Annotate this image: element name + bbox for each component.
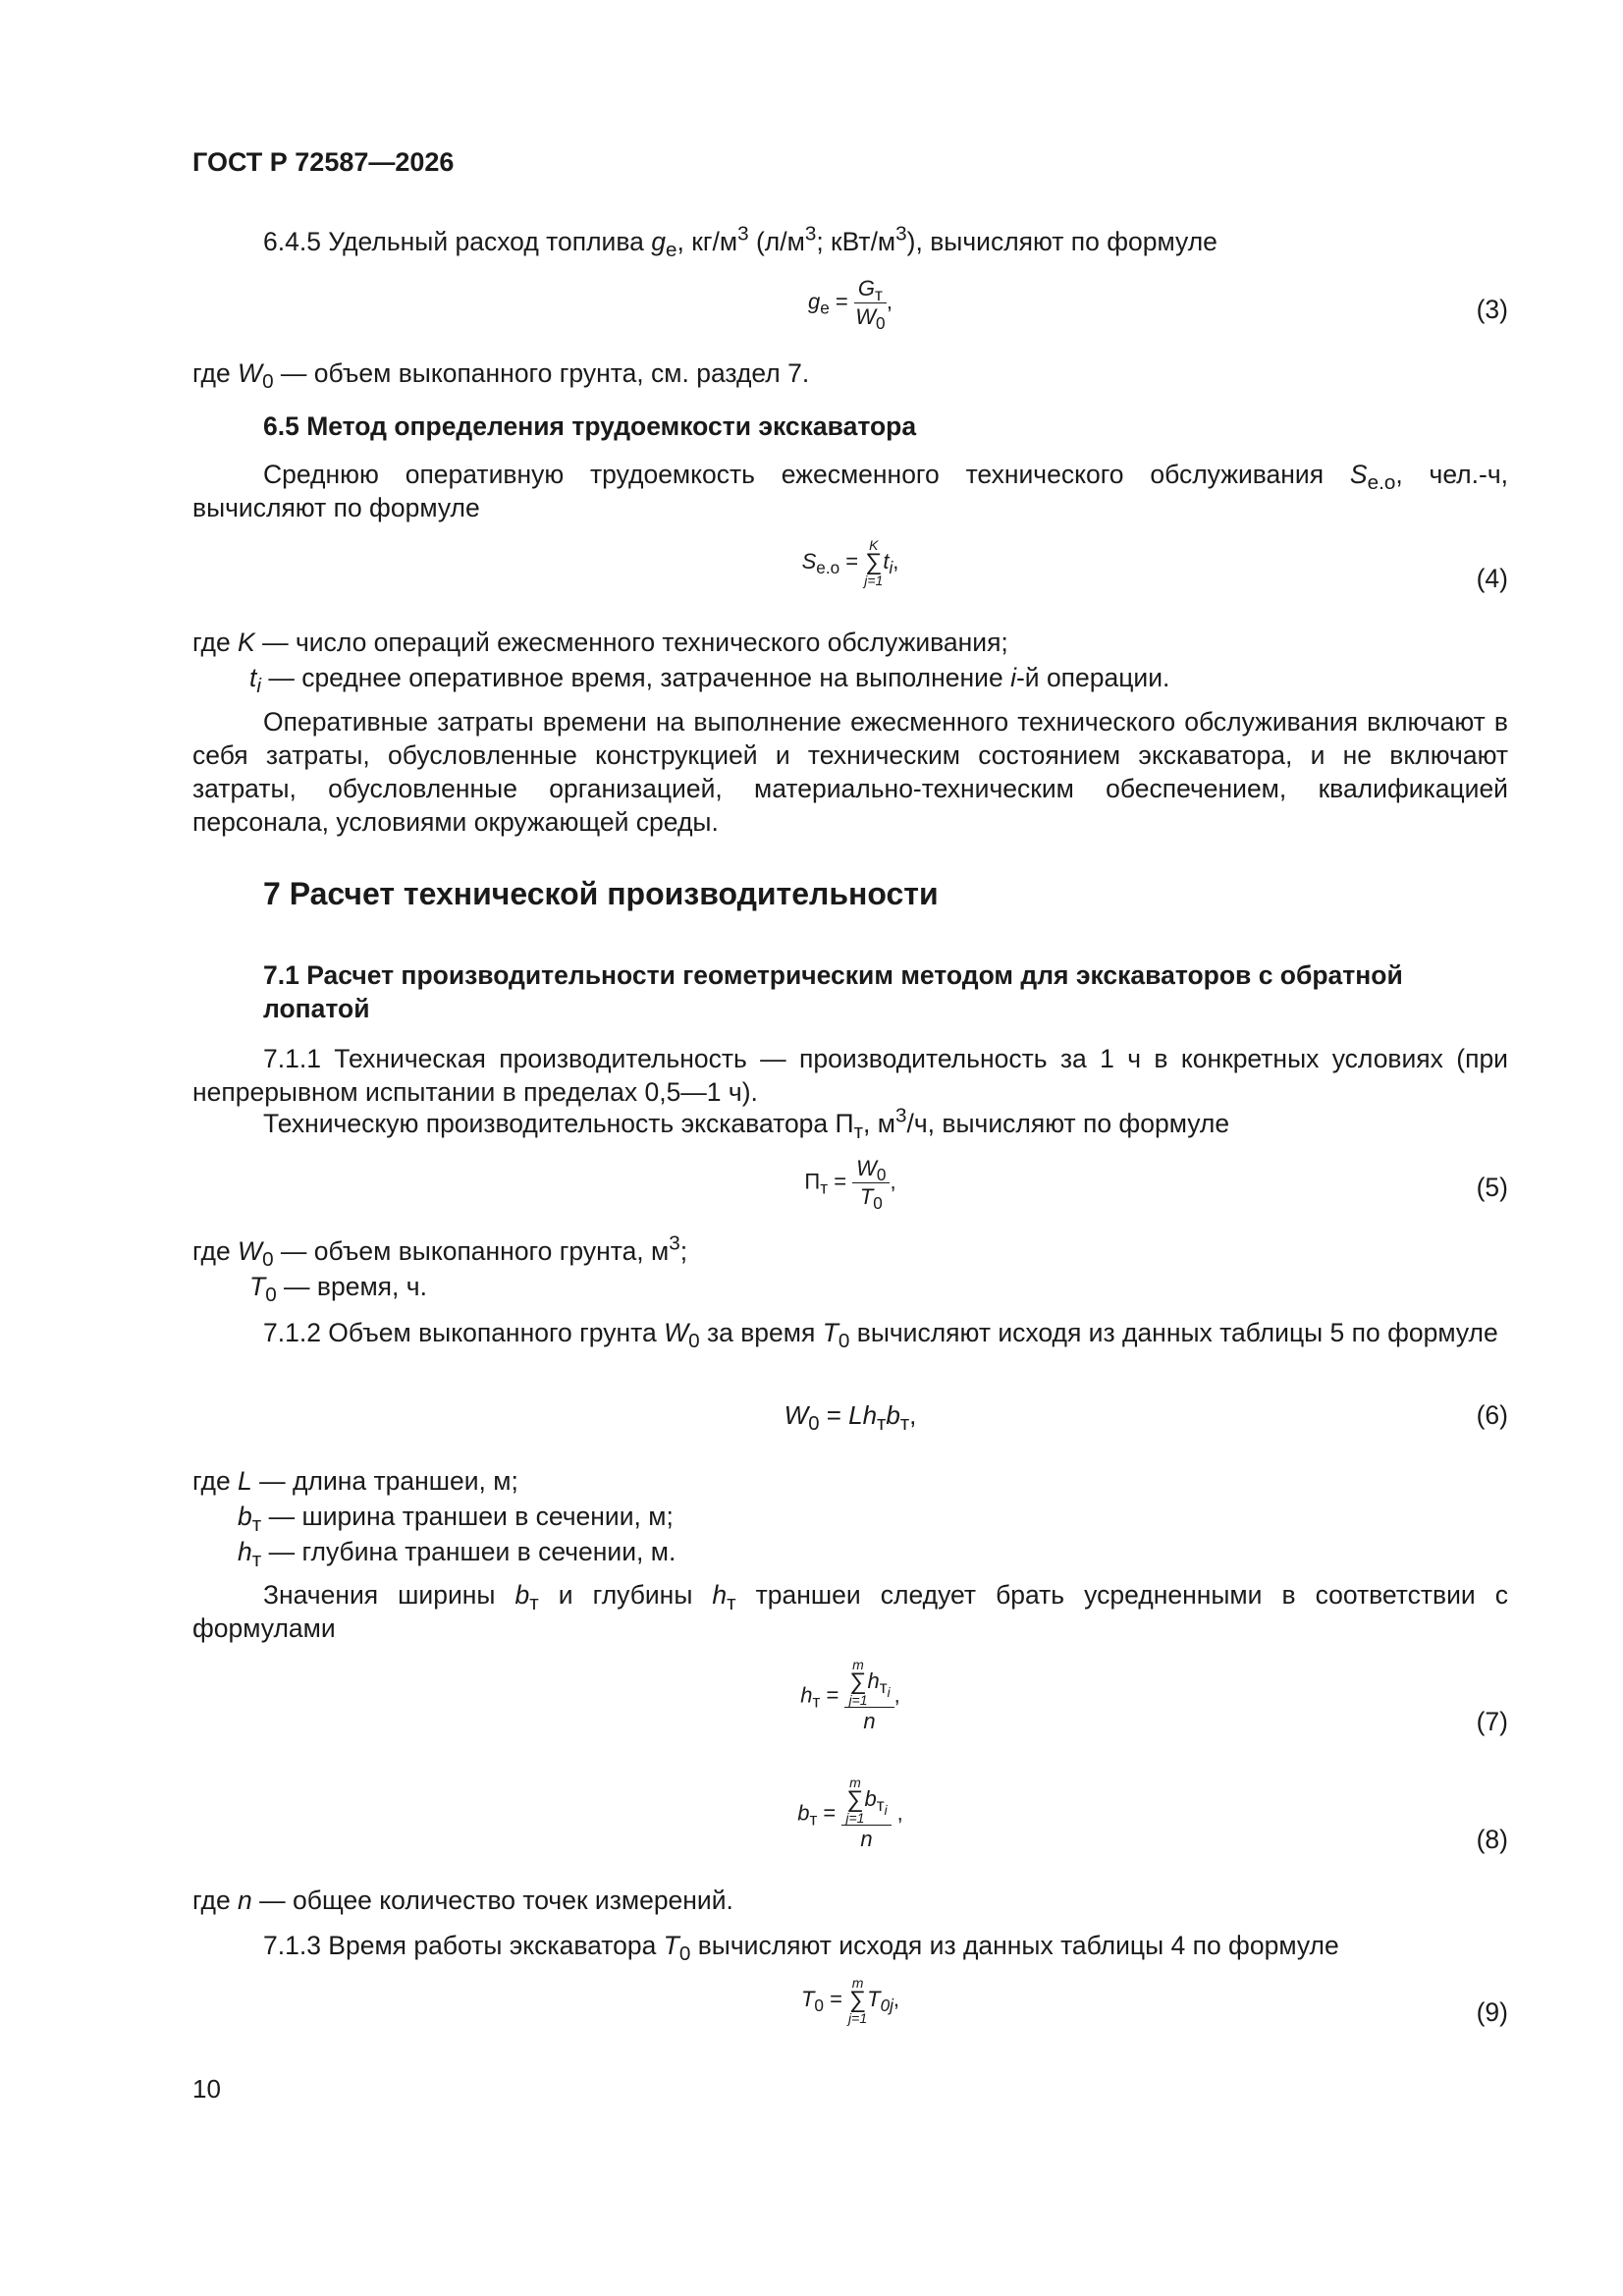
where-clause-5: где $W_0$ — объем выкопанного грунта, $м^3$; $T_0$ — время, ч. (192, 1231, 688, 1307)
formula-7: $h_т$ = m ∑ j=1 $h_{т_i}$ n , (7) (800, 1657, 1508, 1736)
section-heading-7-1: 7.1 Расчет производительности геометрическим методом для экскаваторов с обратной лопатой (263, 960, 1403, 1023)
paragraph-7-1-3: 7.1.3 Время работы экскаватора $T_0$ вычисляют исходя из данных таблицы 4 по формуле (263, 1931, 1339, 1966)
formula-3: $g_e$ = $\frac{G_т}{W_0}$ , (3) (808, 276, 1508, 334)
formula-number: (8) (1476, 1825, 1508, 1854)
formula-number: (6) (1476, 1400, 1508, 1430)
section-heading-7: 7 Расчет технической производительности (263, 876, 939, 911)
paragraph-7-1-2: 7.1.2 Объем выкопанного грунта $W_0$ за время $T_0$ вычисляют исходя из данных таблицы 5 по формуле (263, 1318, 1498, 1353)
paragraph-7-1-1-formula-intro: Техническую производительность экскаватора $П_т$, $м^3/ч$, вычисляют по формуле (263, 1104, 1230, 1144)
formula-4: $S_{e.o}$ = K ∑ j=1 $t_i$, (4) (801, 537, 1508, 593)
where-clause-6: где L — длина траншеи, м; $b_т$ — ширина траншеи в сечении, м; $h_т$ — глубина траншеи в сечении, м. (192, 1466, 676, 1572)
formula-5: $П_т$ = $\frac{W_0}{T_0}$ , (5) (804, 1156, 1508, 1214)
page-number: 10 (192, 2074, 221, 2104)
formula-9: $T_0$ = m ∑ j=1 $T_{0j}$, (9) (800, 1975, 1508, 2027)
paragraph-6-5: Среднюю оперативную трудоемкость ежесменного технического обслуживания $S_{e.o}$, чел.-ч, вычисляют по формуле (192, 460, 1508, 522)
formula-number: (4) (1476, 564, 1508, 593)
paragraph-6-4-5: 6.4.5 Удельный расход топлива $g_e$, $кг/м^3$ ($л/м^3$; кВт/$м^3$), вычисляют по формуле (263, 222, 1217, 262)
where-clause-8: где n — общее количество точек измерений. (192, 1886, 733, 1915)
formula-number: (5) (1476, 1173, 1508, 1202)
paragraph-operative-costs: Оперативные затраты времени на выполнение ежесменного технического обслуживания включают в себя затраты, обусловленные конструкцией и техническим состоянием экскаватора, и не включают затраты, обусловленные организацией, материально-техническим обеспечением, квалификацией персонала, условиями окружающей среды. (192, 707, 1508, 837)
formula-number: (3) (1476, 295, 1508, 324)
section-heading-6-5: 6.5 Метод определения трудоемкости экскаватора (263, 411, 917, 441)
where-clause-4: где K — число операций ежесменного технического обслуживания; $t_i$ — среднее оперативное время, затраченное на выполнение i-й операции. (192, 628, 1170, 698)
document-header: ГОСТ Р 72587—2026 (192, 147, 455, 177)
formula-6: $W_0 = Lh_тb_т$, (6) (784, 1400, 1508, 1436)
formula-number: (7) (1476, 1707, 1508, 1736)
formula-number: (9) (1476, 1997, 1508, 2027)
paragraph-averaged-values: Значения ширины $b_т$ и глубины $h_т$ траншеи следует брать усредненными в соответствии с формулами (192, 1580, 1508, 1643)
formula-8: $b_т$ = m ∑ j=1 $b_{т_i}$ n , (8) (797, 1775, 1508, 1854)
paragraph-7-1-1: 7.1.1 Техническая производительность — производительность за 1 ч в конкретных условиях (при непрерывном испытании в пределах 0,5—1 ч). (192, 1044, 1508, 1107)
where-clause-3: где $W_0$ — объем выкопанного грунта, см. раздел 7. (192, 358, 810, 394)
